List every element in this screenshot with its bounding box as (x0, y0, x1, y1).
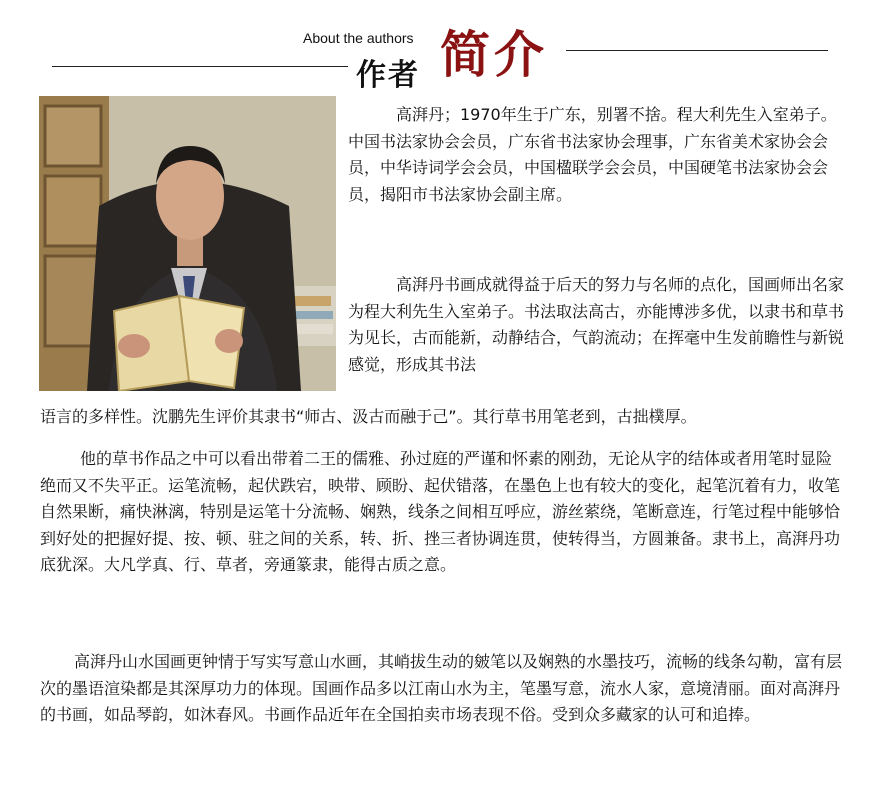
header (0, 0, 880, 95)
bio-paragraph-3: 他的草书作品之中可以看出带着二王的儒雅、孙过庭的严谨和怀素的刚劲，无论从字的结体或者用笔时显险绝而又不失平正。运笔流畅，起伏跌宕，映带、顾盼、起伏错落，在墨色上也有较大的变化，起笔沉着有力，收笔自然果断，痛快淋漓，特别是运笔十分流畅、娴熟，线条之间相互呼应，游丝萦绕，笔断意连，行笔过程中能够恰到好处的把握好提、按、顿、驻之间的关系，转、折、挫三者协调连贯，使转得当，方圆兼备。隶书上，高湃丹功底犹深。大凡学真、行、草者，旁通篆隶，能得古质之意。 (40, 449, 841, 574)
bio-paragraph-4: 高湃丹山水国画更钟情于写实写意山水画，其峭拔生动的皴笔以及娴熟的水墨技巧，流畅的线条勾勒，富有层次的墨语渲染都是其深厚功力的体现。国画作品多以江南山水为主，笔墨写意，流水人家，意境清丽。面对高湃丹的书画，如品琴韵，如沐春风。书画作品近年在全国拍卖市场表现不俗。受到众多藏家的认可和追捧。 (40, 652, 843, 724)
header-rule-left (52, 66, 348, 67)
header-title-part1: 作者 (356, 58, 420, 93)
header-subtitle: About the authors (303, 30, 414, 46)
bio-paragraph-2-tail: 语言的多样性。沈鹏先生评价其隶书“师古、汲古而融于己”。其行草书用笔老到，古拙樸厚。 (40, 407, 697, 426)
header-rule-right (566, 50, 828, 51)
author-photo (39, 96, 336, 391)
bio-paragraph-1: 高湃丹；1970年生于广东，别署不捨。程大利先生入室弟子。中国书法家协会会员，广东省书法家协会理事，广东省美术家协会会员，中华诗词学会会员，中国楹联学会会员，中国硬笔书法家协会会员，揭阳市书法家协会副主席。 (348, 105, 837, 204)
bio-paragraph-2: 高湃丹书画成就得益于后天的努力与名师的点化，国画师出名家为程大利先生入室弟子。书法取法高古，亦能博涉多优，以隶书和草书为见长，古而能新，动静结合，气韵流动；在挥毫中生发前瞻性与新锐感觉，形成其书法 (348, 275, 845, 374)
header-title-part2: 简介 (440, 25, 548, 84)
